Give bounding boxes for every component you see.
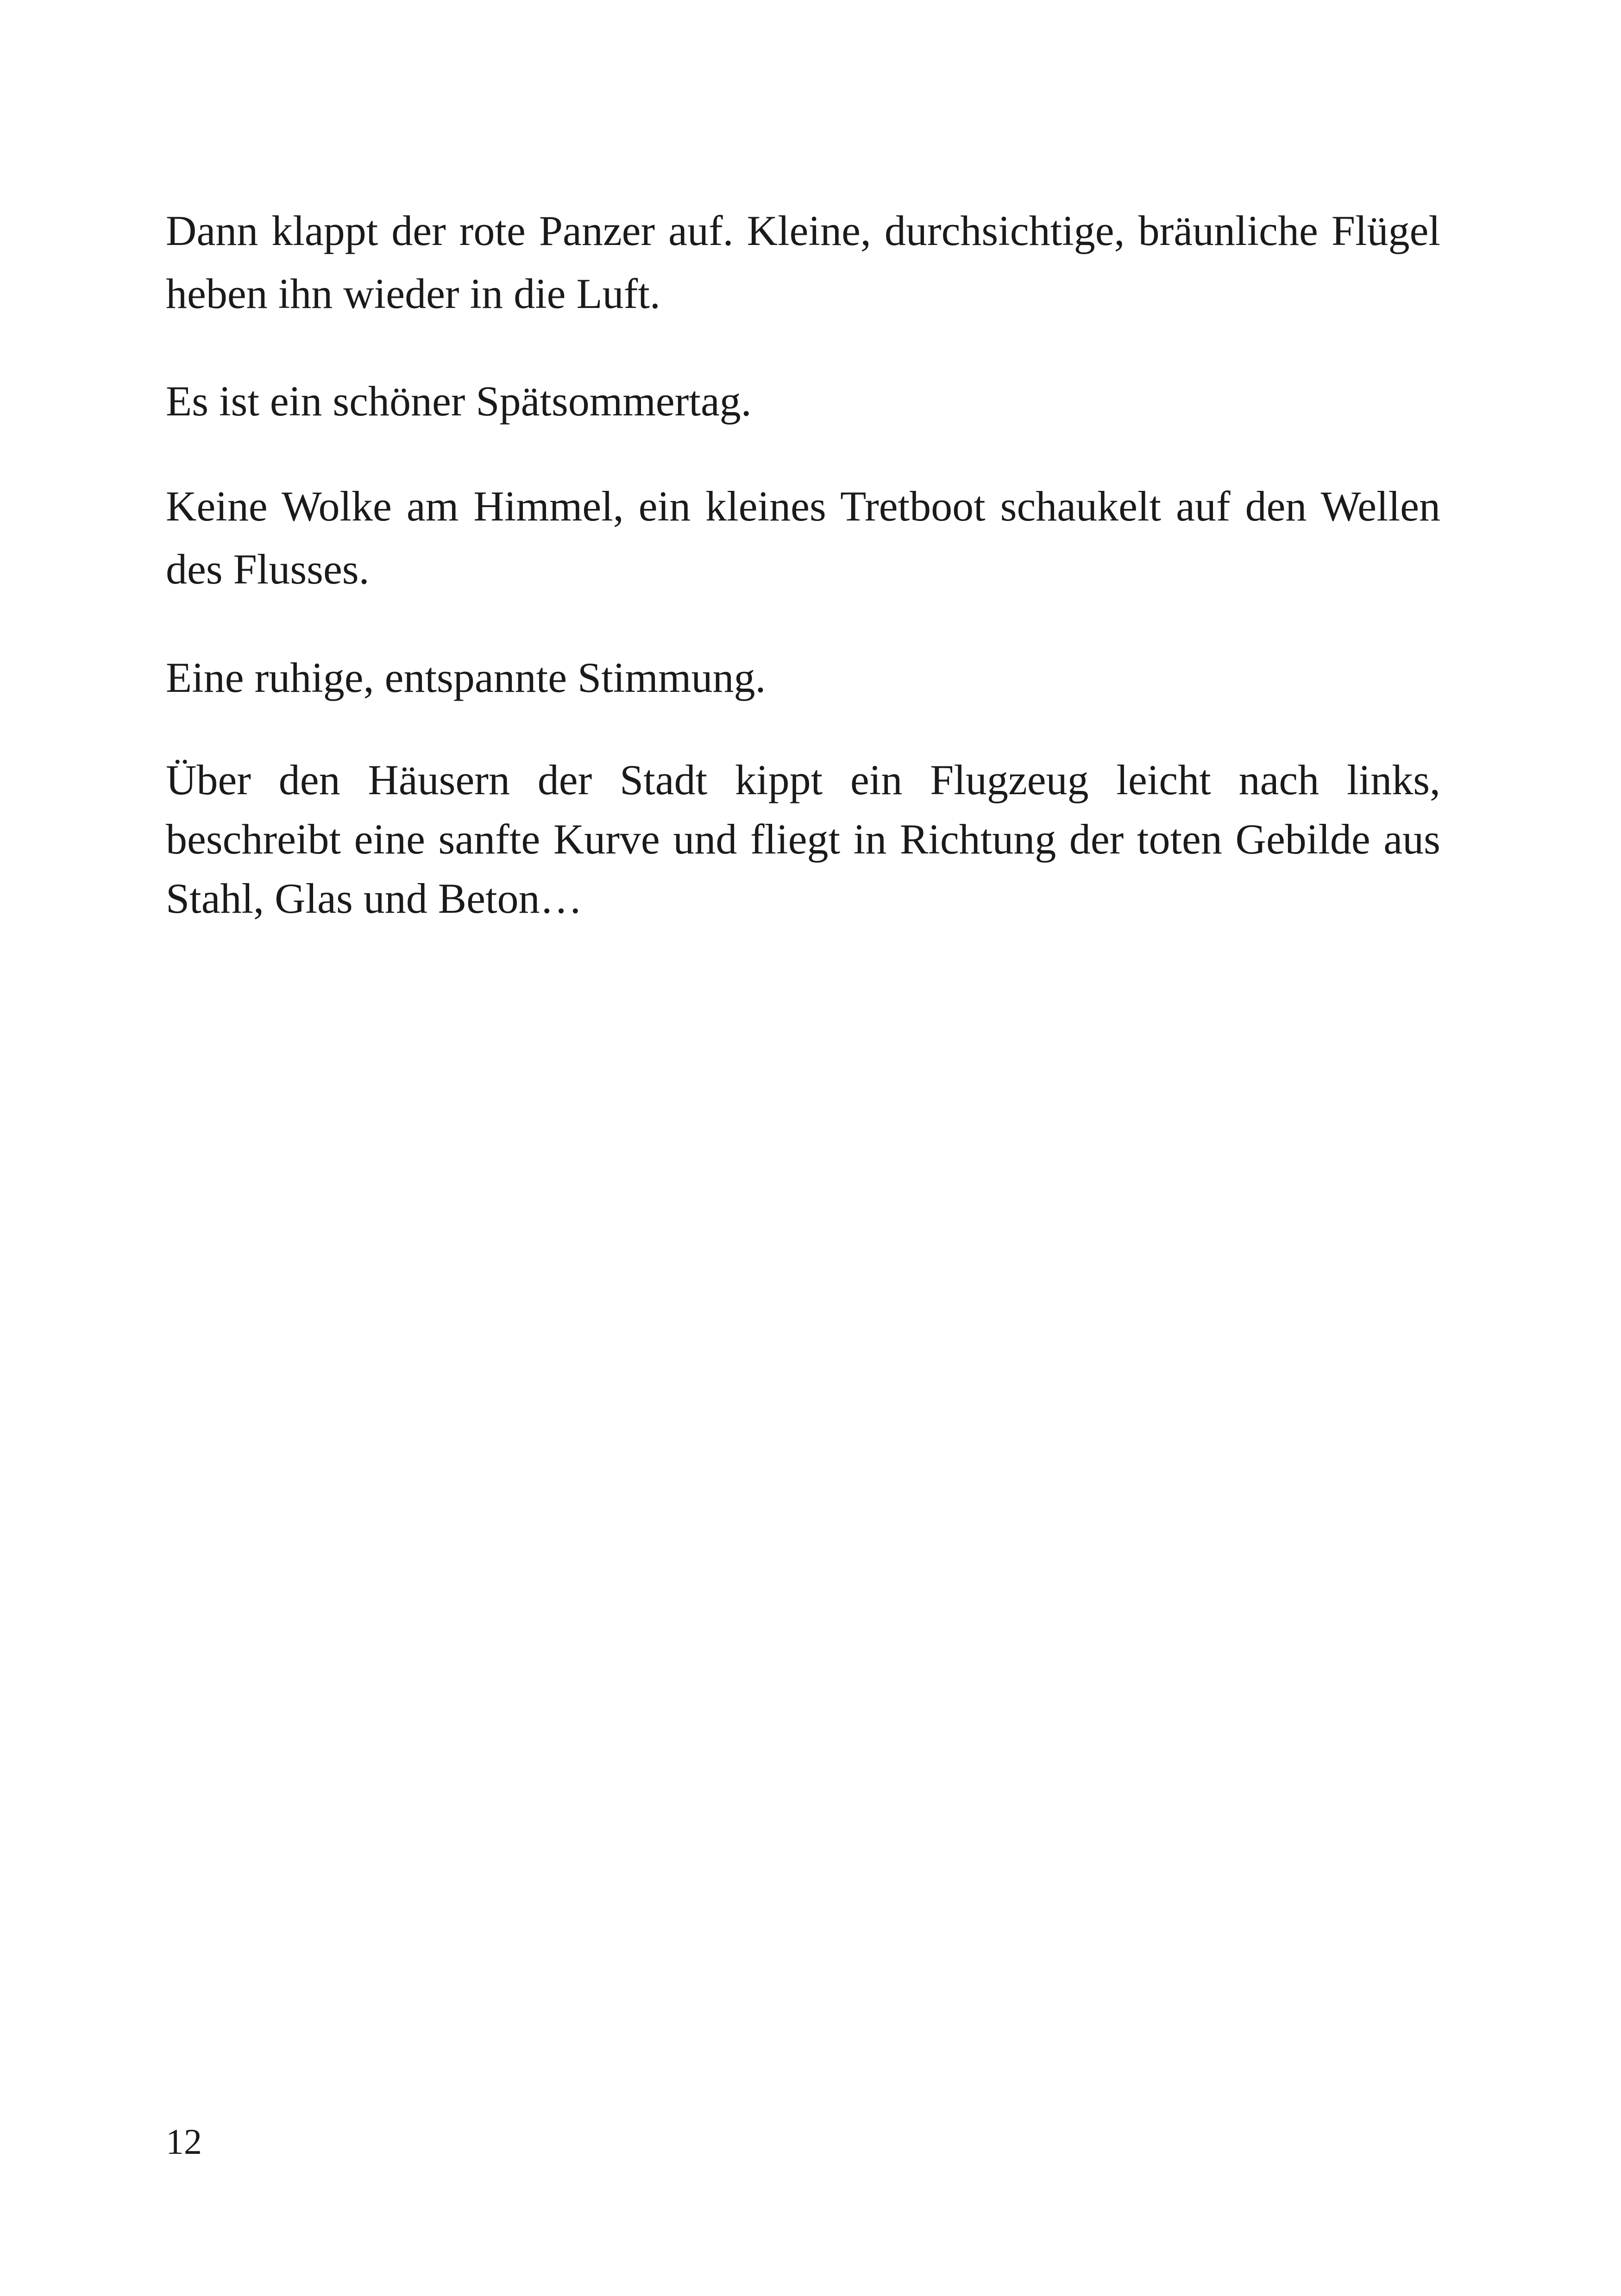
paragraph: Über den Häusern der Stadt kippt ein Flugzeug leicht nach links, beschreibt eine sanfte Kurve und fliegt in Richtung der toten Gebilde aus Stahl, Glas und Beton… bbox=[166, 756, 1440, 922]
paragraph: Es ist ein schöner Spätsommertag. bbox=[166, 377, 752, 425]
paragraph: Keine Wolke am Himmel, ein kleines Tretboot schaukelt auf den Wellen des Flusses. bbox=[166, 483, 1440, 593]
page-number: 12 bbox=[166, 2121, 202, 2162]
paragraph: Dann klappt der rote Panzer auf. Kleine, durchsichtige, bräunliche Flügel heben ihn wieder in die Luft. bbox=[166, 207, 1440, 317]
paragraph: Eine ruhige, entspannte Stimmung. bbox=[166, 654, 766, 701]
